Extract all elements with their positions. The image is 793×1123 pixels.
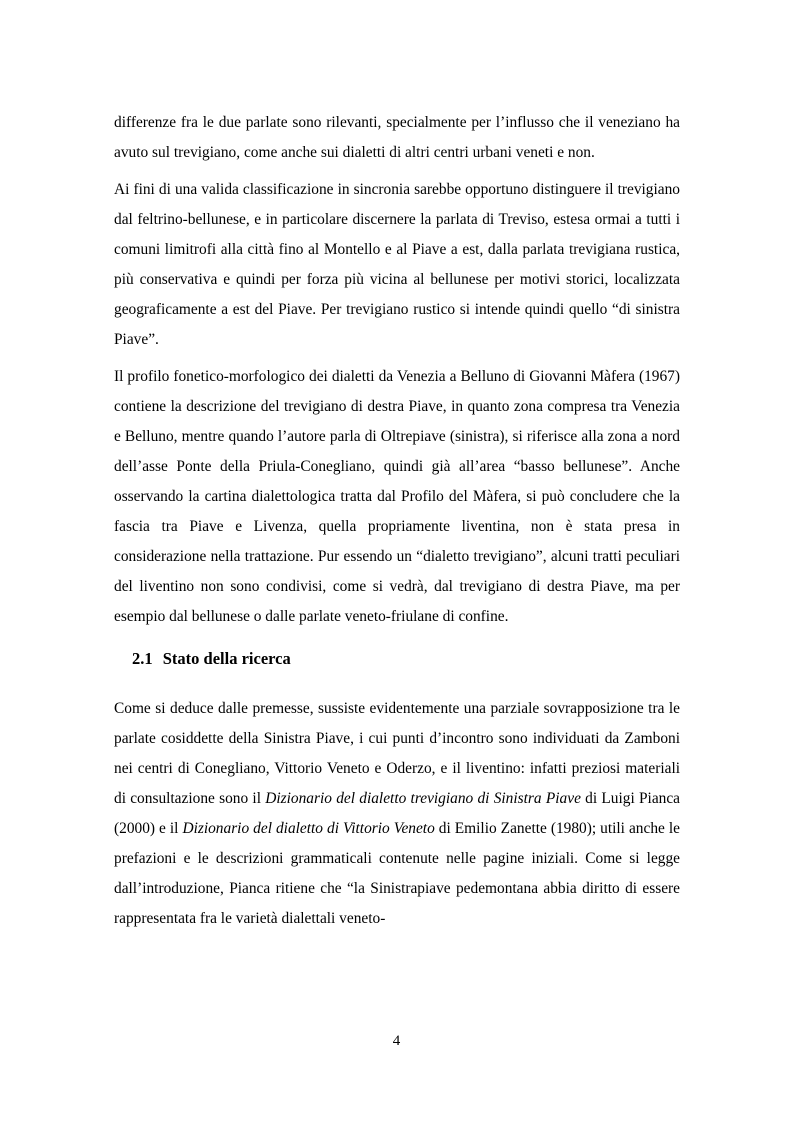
paragraph-1 [114, 108, 680, 168]
paragraph-3 [114, 362, 680, 632]
section-heading [114, 644, 680, 674]
book-title-italic: Dizionario del dialetto trevigiano di Sinistra Piave [265, 790, 581, 807]
page-number: 4 [392, 1033, 401, 1049]
book-title-italic: Dizionario del dialetto di Vittorio Veneto [182, 820, 435, 837]
section-title: Stato della ricerca [162, 649, 291, 668]
paragraph-text: di Luigi Pianca (2000) e il [114, 790, 681, 837]
paragraph-text: Ai fini di una valida classificazione in sincronia sarebbe opportuno distinguere il trevigiano dal feltrino-bellunese, e in particolare discernere la parlata di Treviso, estesa ormai a tutti i comuni limitrofi alla città fino al Montello e al Piave a est, dalla parlata trevigiana rustica, più conservativa e quindi per forza più vicina al bellunese per motivi storici, localizzata geograficamente a est del Piave. Per trevigiano rustico si intende quindi quello “di sinistra Piave”. [114, 181, 680, 348]
paragraph-text: differenze fra le due parlate sono rilevanti, specialmente per l’influsso che il veneziano ha avuto sul trevigiano, come anche sui dialetti di altri centri urbani veneti e non. [114, 114, 680, 161]
document-body [114, 108, 680, 941]
paragraph-4 [114, 694, 680, 934]
paragraph-text: di Emilio Zanette (1980); utili anche le prefazioni e le descrizioni grammaticali contenute nelle pagine iniziali. Come si legge dall’introduzione, Pianca ritiene che “la Sinistrapiave pedemontana abbia diritto di essere rappresentata fra le varietà dialettali veneto- [114, 820, 680, 927]
paragraph-text: Il profilo fonetico-morfologico dei dialetti da Venezia a Belluno di Giovanni Màfera (1967) contiene la descrizione del trevigiano di destra Piave, in quanto zona compresa tra Venezia e Belluno, mentre quando l’autore parla di Oltrepiave (sinistra), si riferisce alla zona a nord dell’asse Ponte della Priula-Conegliano, quindi già all’area “basso bellunese”. Anche osservando la cartina dialettologica tratta dal Profilo del Màfera, si può concludere che la fascia tra Piave e Livenza, quella propriamente liventina, non è stata presa in considerazione nella trattazione. Pur essendo un “dialetto trevigiano”, alcuni tratti peculiari del liventino non sono condivisi, come si vedrà, dal trevigiano di destra Piave, ma per esempio dal bellunese o dalle parlate veneto-friulane di confine. [114, 368, 680, 625]
paragraph-2 [114, 175, 680, 355]
section-number: 2.1 [132, 649, 153, 668]
paragraph-text: Come si deduce dalle premesse, sussiste evidentemente una parziale sovrapposizione tra le parlate cosiddette della Sinistra Piave, i cui punti d’incontro sono individuati da Zamboni nei centri di Conegliano, Vittorio Veneto e Oderzo, e il liventino: infatti preziosi materiali di consultazione sono il [114, 700, 680, 807]
